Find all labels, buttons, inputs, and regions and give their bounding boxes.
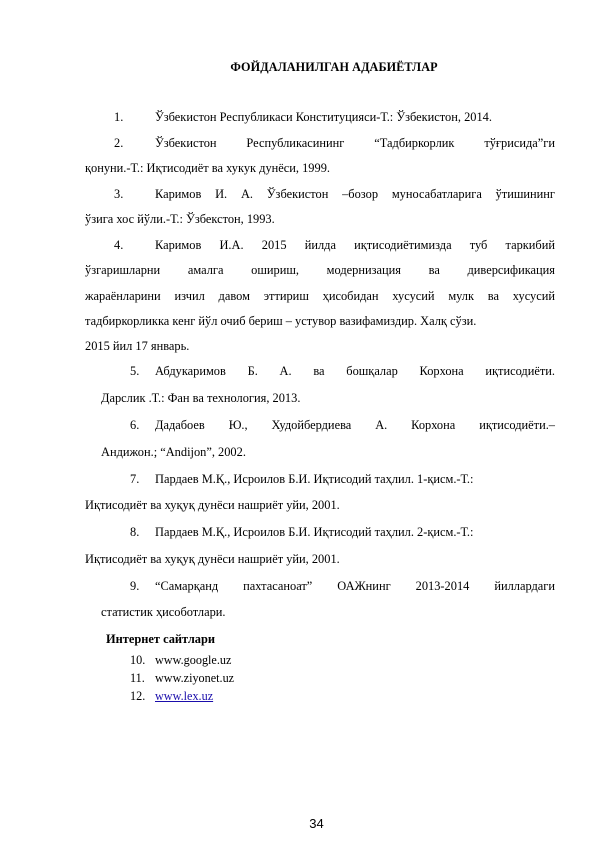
reference-1-line: Ўзбекистон Республикаси Конституцияси-Т.: Ўзбекистон, 2014. bbox=[155, 110, 492, 124]
reference-5-line: Абдукаримов Б. А. ва бошқалар Корхона иқтисодиёти. bbox=[155, 364, 555, 378]
reference-5-line: Дарслик .Т.: Фан ва технология, 2013. bbox=[101, 391, 301, 405]
website-number: 11. bbox=[130, 671, 145, 685]
reference-9-line: “Самарқанд пахтасаноат” ОАЖнинг 2013-2014 йиллардаги bbox=[155, 579, 555, 593]
website-lex-link[interactable]: www.lex.uz bbox=[155, 689, 214, 703]
reference-3-line: ўзига хос йўли.-Т.: Ўзбекстон, 1993. bbox=[85, 212, 275, 226]
reference-7-line: Пардаев М.Қ., Исроилов Б.И. Иқтисодий таҳлил. 1-қисм.-Т.: bbox=[155, 472, 474, 486]
internet-sites-heading: Интернет сайтлари bbox=[106, 632, 216, 646]
website-ziyonet: www.ziyonet.uz bbox=[155, 671, 235, 685]
website-number: 12. bbox=[130, 689, 146, 703]
reference-8-line: Иқтисодиёт ва хуқуқ дунёси нашриёт уйи, 2001. bbox=[85, 552, 340, 566]
reference-number: 7. bbox=[130, 472, 140, 486]
page-number: 34 bbox=[309, 816, 324, 831]
reference-number: 4. bbox=[114, 238, 124, 252]
reference-4-line: 2015 йил 17 январь. bbox=[85, 339, 190, 353]
website-google: www.google.uz bbox=[155, 653, 232, 667]
reference-4-line: Каримов И.А. 2015 йилда иқтисодиётимизда туб таркибий bbox=[155, 238, 555, 252]
reference-6-line: Андижон.; “Andijon”, 2002. bbox=[101, 445, 246, 459]
reference-number: 5. bbox=[130, 364, 140, 378]
reference-2-line: қонуни.-Т.: Иқтисодиёт ва хукук дунёси, 1999. bbox=[85, 161, 330, 175]
reference-4-line: тадбиркорликка кенг йўл очиб бериш – устувор вазифамиздир. Халқ сўзи. bbox=[85, 314, 477, 328]
reference-number: 1. bbox=[114, 110, 124, 124]
reference-number: 2. bbox=[114, 136, 124, 150]
reference-7-line: Иқтисодиёт ва хуқуқ дунёси нашриёт уйи, 2001. bbox=[85, 498, 340, 512]
reference-number: 6. bbox=[130, 418, 140, 432]
reference-2-line: Ўзбекистон Республикасининг “Тадбиркорлик тўғрисида”ги bbox=[155, 136, 555, 150]
reference-9-line: статистик ҳисоботлари. bbox=[101, 605, 226, 619]
page-title: ФОЙДАЛАНИЛГАН АДАБИЁТЛАР bbox=[230, 60, 438, 74]
reference-8-line: Пардаев М.Қ., Исроилов Б.И. Иқтисодий таҳлил. 2-қисм.-Т.: bbox=[155, 525, 474, 539]
reference-3-line: Каримов И. А. Ўзбекистон –бозор муносабатларига ўтишининг bbox=[155, 187, 555, 201]
reference-number: 8. bbox=[130, 525, 140, 539]
reference-4-line: жараёнларини изчил давом эттириш ҳисобидан хусусий мулк ва хусусий bbox=[85, 289, 555, 303]
reference-6-line: Дадабоев Ю., Худойбердиева А. Корхона иқтисодиёти.– bbox=[155, 418, 555, 432]
reference-4-line: ўзгаришларни амалга ошириш, модернизация ва диверсификация bbox=[85, 263, 555, 277]
reference-number: 3. bbox=[114, 187, 124, 201]
website-number: 10. bbox=[130, 653, 146, 667]
reference-number: 9. bbox=[130, 579, 140, 593]
